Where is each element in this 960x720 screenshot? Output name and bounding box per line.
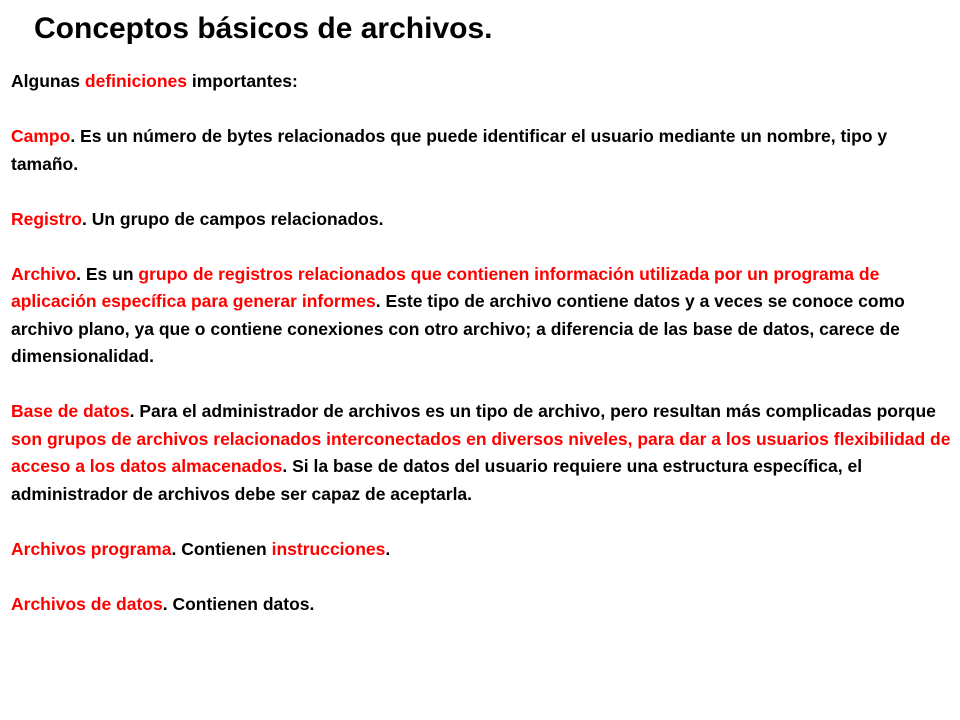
archivos-datos-text: . Contienen datos. bbox=[162, 593, 315, 614]
base-de-datos-text-post: . Si la base de datos del usuario requiere una estructura específica, el administrador de archivos debe ser capaz de aceptarla. bbox=[11, 456, 863, 504]
term-archivos-datos: Archivos de datos bbox=[11, 593, 163, 614]
archivo-highlight: grupo de registros relacionados que contienen información utilizada por un programa de aplicación específica para generar informes bbox=[11, 263, 880, 311]
term-campo: Campo bbox=[11, 126, 71, 146]
definition-archivo bbox=[11, 261, 951, 371]
page-title: Conceptos básicos de archivos. bbox=[34, 12, 493, 45]
archivo-text-post: . Este tipo de archivo contiene datos y a veces se conoce como archivo plano, ya que o contiene conexiones con otro archivo; a diferencia de las base de datos, carece de dimensionalidad. bbox=[11, 291, 905, 366]
term-registro: Registro bbox=[11, 208, 82, 229]
definition-registro bbox=[11, 206, 951, 234]
archivos-programa-highlight: instrucciones bbox=[271, 538, 386, 559]
archivos-programa-text-post: . bbox=[385, 538, 391, 559]
archivo-text-pre: . Es un bbox=[76, 263, 139, 284]
term-base-de-datos: Base de datos bbox=[11, 401, 130, 421]
term-archivos-programa: Archivos programa bbox=[11, 538, 172, 559]
intro-highlight: definiciones bbox=[84, 71, 188, 91]
definition-archivos-datos bbox=[11, 591, 951, 619]
definition-campo bbox=[11, 123, 951, 178]
intro-pre-text: Algunas bbox=[11, 71, 85, 91]
definition-archivos-programa bbox=[11, 536, 951, 564]
archivos-programa-text-pre: . Contienen bbox=[171, 538, 272, 559]
base-de-datos-highlight: son grupos de archivos relacionados interconectados en diversos niveles, para dar a los usuarios flexibilidad de acceso a los datos almacenados bbox=[11, 428, 951, 476]
term-archivo: Archivo bbox=[11, 263, 77, 284]
campo-text: . Es un número de bytes relacionados que puede identificar el usuario mediante un nombre, tipo y tamaño. bbox=[11, 126, 888, 174]
definition-base-de-datos bbox=[11, 398, 951, 508]
intro-paragraph bbox=[11, 68, 951, 96]
slide-body bbox=[11, 68, 951, 646]
base-de-datos-text-pre: . Para el administrador de archivos es un tipo de archivo, pero resultan más complicadas porque bbox=[129, 401, 936, 421]
registro-text: . Un grupo de campos relacionados. bbox=[81, 208, 384, 229]
intro-post-text: importantes: bbox=[187, 71, 298, 91]
